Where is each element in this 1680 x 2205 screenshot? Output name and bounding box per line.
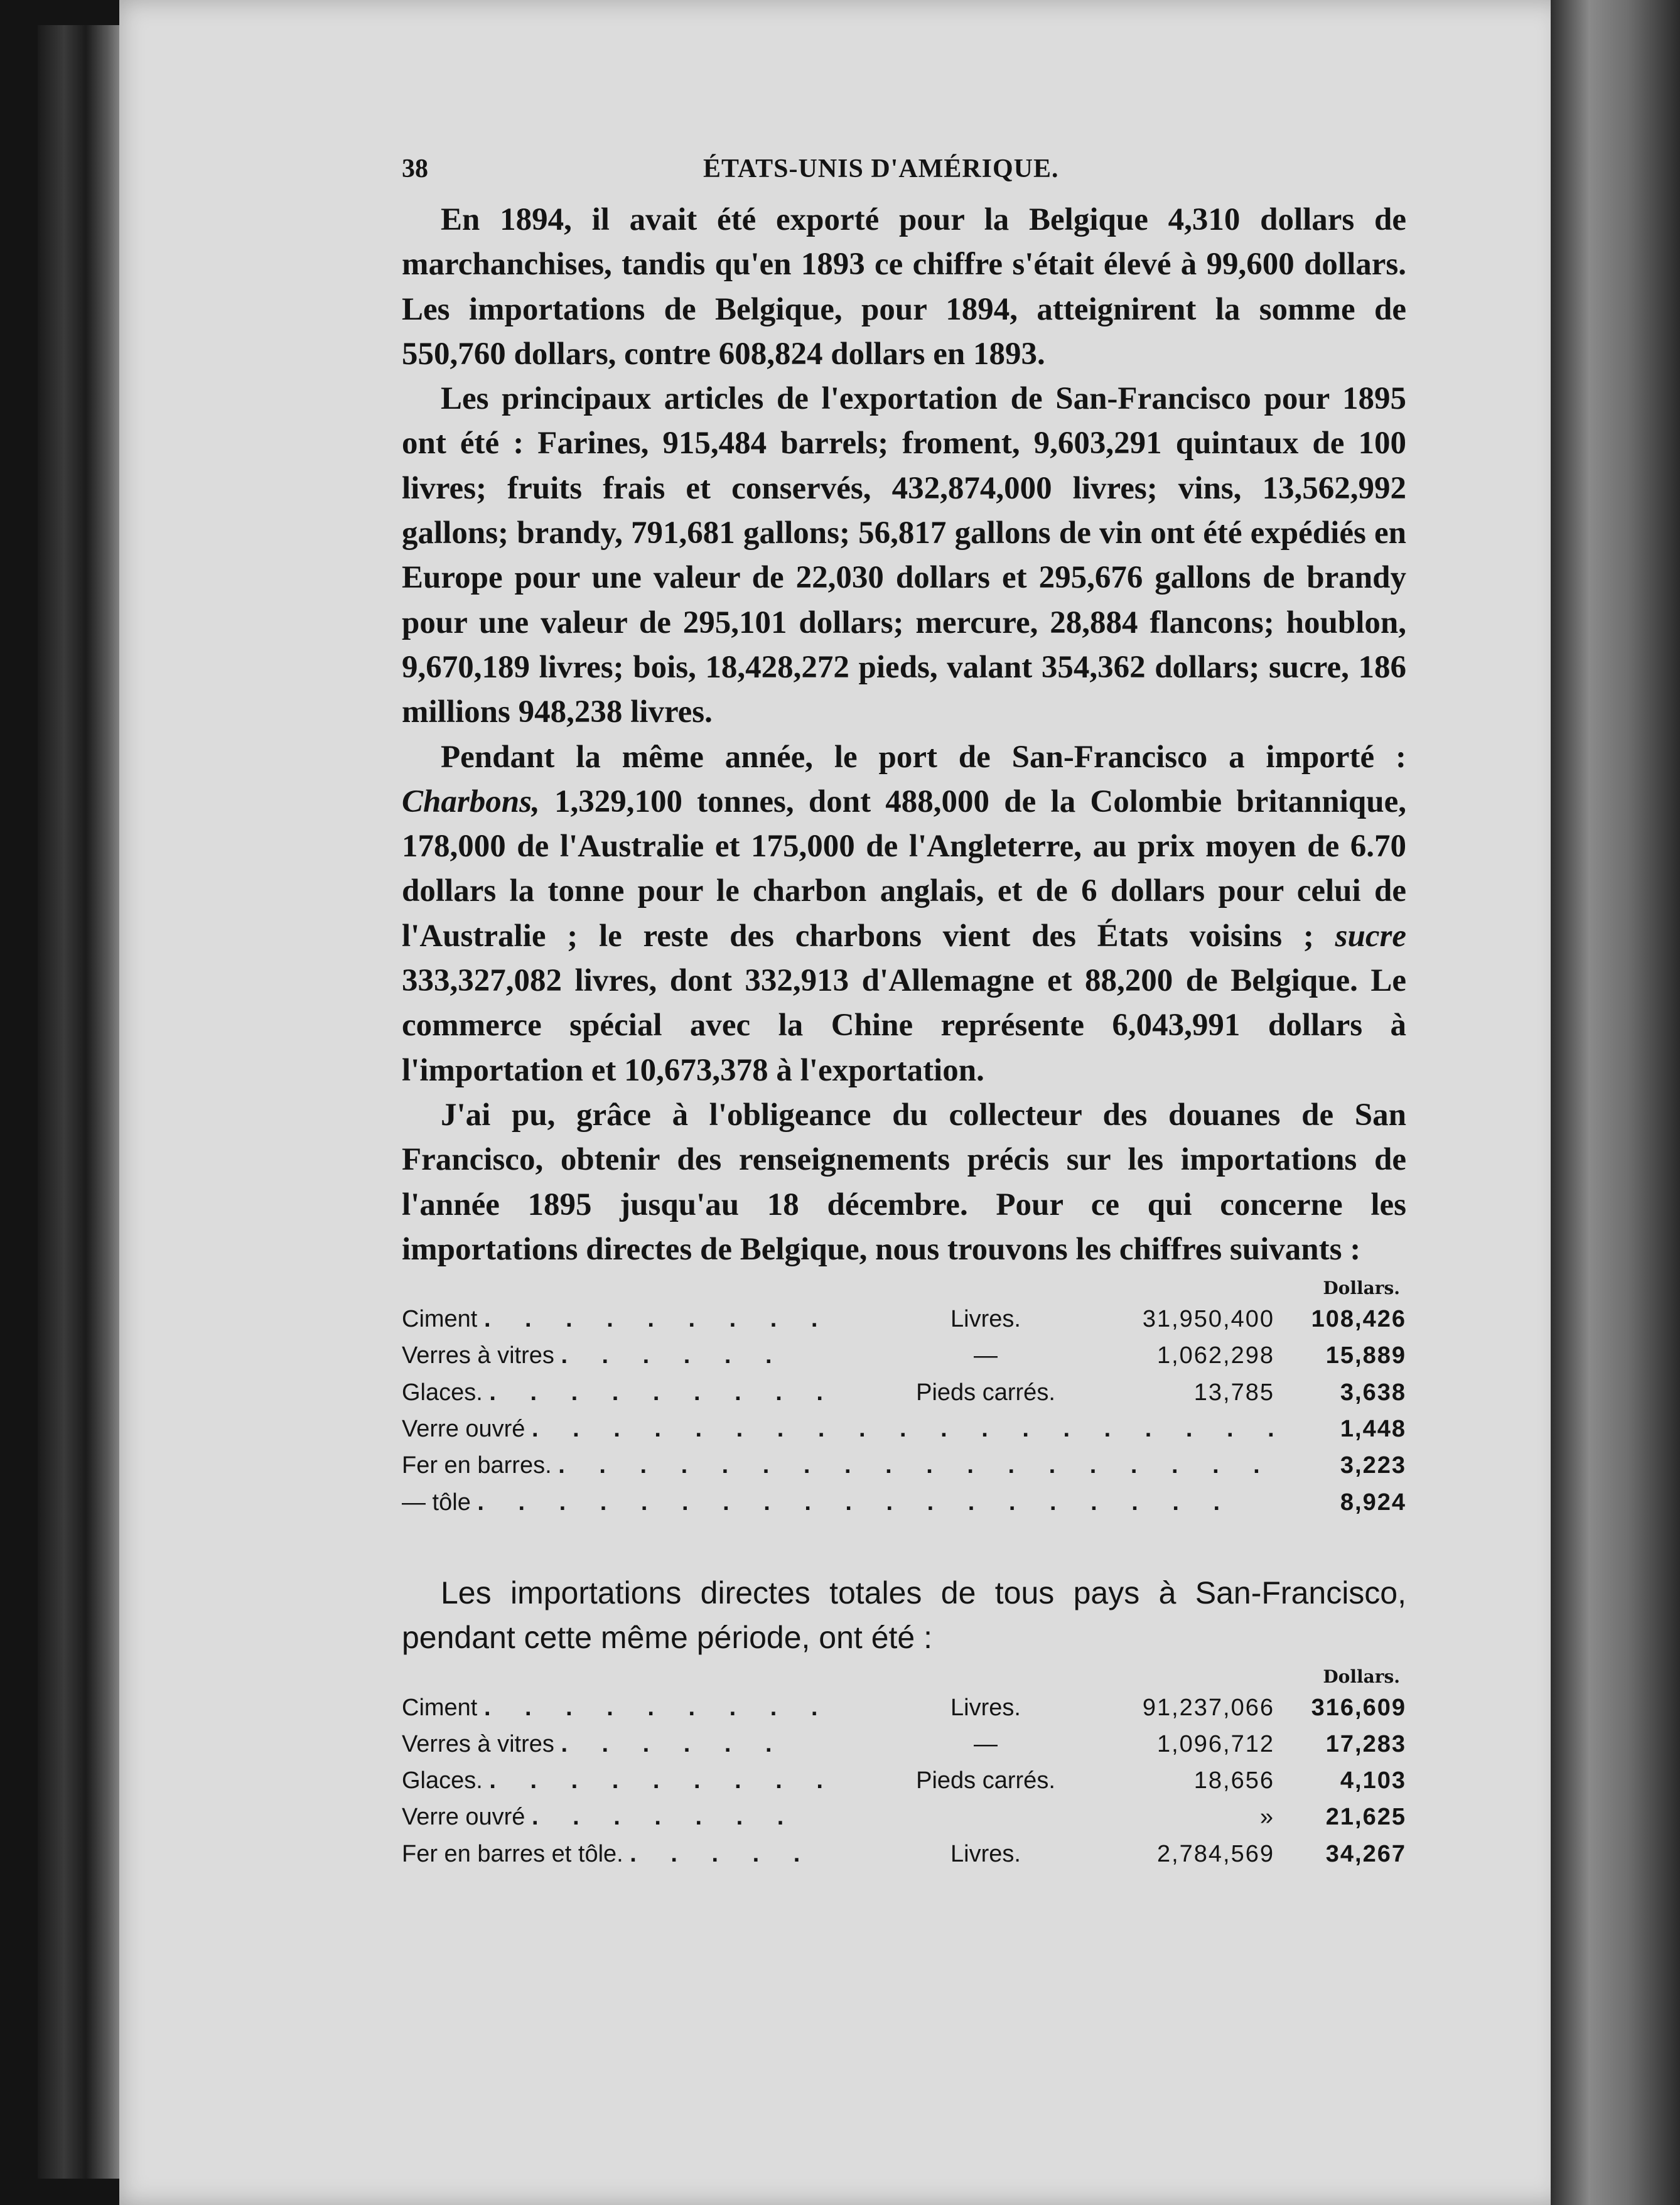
row-unit: Pieds carrés. <box>916 1379 1055 1406</box>
row-value-dollars: 21,625 <box>1325 1804 1406 1831</box>
row-label-text: Verre ouvré <box>402 1804 525 1831</box>
book-gutter <box>38 25 126 2179</box>
row-label-text: Glaces. <box>402 1767 483 1794</box>
page-edge <box>1551 0 1680 2205</box>
paragraph-3-text-b: 1,329,100 tonnes, dont 488,000 de la Colombie britannique, 178,000 de l'Australie et 175,000 de l'Angleterre, au prix moyen de 6.70 dollars la tonne pour le charbon anglais, et de 6 dollars pour celui de l'Australie ; le reste des charbons vient des États voisins ; <box>402 784 1406 954</box>
row-label-text: Ciment <box>402 1694 478 1721</box>
row-quantity: 91,237,066 <box>1142 1694 1274 1721</box>
paragraph-3-italic-sucre: sucre <box>1335 918 1406 954</box>
table-row <box>402 1690 1406 1726</box>
table-row <box>402 1447 1406 1484</box>
row-value-dollars: 108,426 <box>1311 1306 1406 1333</box>
leader-dots: . . . . . . . . . <box>483 1694 832 1721</box>
row-value-dollars: 34,267 <box>1325 1840 1406 1867</box>
row-value-dollars: 3,223 <box>1340 1452 1406 1479</box>
table-row <box>402 1484 1406 1521</box>
table-row <box>402 1799 1406 1835</box>
paragraph-3-text-c: 333,327,082 livres, dont 332,913 d'Allemagne et 88,200 de Belgique. Le commerce spécial avec la Chine représente 6,043,991 dollars à l'importation et 10,673,378 à l'exportation. <box>402 963 1406 1088</box>
row-label-text: Verres à vitres <box>402 1730 554 1757</box>
row-quantity: » <box>1259 1804 1274 1831</box>
row-label <box>402 1447 1274 1484</box>
leader-dots: . . . . . . <box>561 1730 786 1757</box>
row-label <box>402 1690 885 1726</box>
row-value-dollars: 8,924 <box>1340 1489 1406 1516</box>
row-quantity: 13,785 <box>1193 1379 1274 1406</box>
leader-dots: . . . . . . <box>561 1342 786 1369</box>
row-label-text: Verres à vitres <box>402 1342 554 1369</box>
page-number: 38 <box>402 154 428 183</box>
leader-dots: . . . . . . . . . <box>489 1379 837 1406</box>
section-gap <box>402 1521 1406 1571</box>
row-label <box>402 1301 885 1337</box>
row-unit: Livres. <box>950 1694 1021 1721</box>
row-label <box>402 1411 1288 1447</box>
paragraph-1: En 1894, il avait été exporté pour la Belgique 4,310 dollars de marchanchises, tandis qu'en 1893 ce chiffre s'était élevé à 99,600 dollars. Les importations de Belgique, pour 1894, atteignirent la somme de 550,760 dollars, contre 608,824 dollars en 1893. <box>402 202 1406 372</box>
table-row <box>402 1337 1406 1374</box>
leader-dots: . . . . . . . . . . . . . . . . . . . <box>532 1416 1288 1443</box>
table-row <box>402 1762 1406 1799</box>
row-unit: Livres. <box>950 1840 1021 1867</box>
row-label <box>402 1836 885 1872</box>
row-label-text: Fer en barres et tôle. <box>402 1840 623 1867</box>
leader-dots: . . . . . . . <box>532 1804 798 1831</box>
row-quantity: 1,062,298 <box>1156 1342 1274 1369</box>
row-quantity: 18,656 <box>1193 1767 1274 1794</box>
row-unit: Livres. <box>950 1306 1021 1333</box>
table-row <box>402 1374 1406 1411</box>
row-value-dollars: 17,283 <box>1325 1730 1406 1757</box>
paragraph-5: Les importations directes totales de tous pays à San-Francisco, pendant cette même période, ont été : <box>402 1575 1406 1656</box>
row-value-dollars: 1,448 <box>1340 1416 1406 1443</box>
row-value-dollars: 4,103 <box>1340 1767 1406 1794</box>
paragraph-2: Les principaux articles de l'exportation de San-Francisco pour 1895 ont été : Farines, 915,484 barrels; froment, 9,603,291 quintaux de 100 livres; fruits frais et conservés, 432,874,000 livres; vins, 13,562,992 gallons; brandy, 791,681 gallons; 56,817 gallons de vin ont été expédiés en Europe pour une valeur de 22,030 dollars et 295,676 gallons de brandy pour une valeur de 295,101 dollars; mercure, 28,884 flancons; houblon, 9,670,189 livres; bois, 18,428,272 pieds, valant 354,362 dollars; sucre, 186 millions 948,238 livres. <box>402 381 1406 730</box>
row-value-dollars: 3,638 <box>1340 1379 1406 1406</box>
page-content <box>402 141 1406 1872</box>
row-unit: — <box>974 1730 998 1757</box>
table2-header-dollars: Dollars. <box>1323 1666 1400 1687</box>
leader-dots: . . . . . . . . . . . . . . . . . . <box>558 1452 1274 1479</box>
row-value-dollars: 15,889 <box>1325 1342 1406 1369</box>
leader-dots: . . . . . <box>630 1840 814 1867</box>
running-head <box>402 141 1406 198</box>
row-label <box>402 1726 885 1762</box>
paragraph-3 <box>402 735 1406 1093</box>
leader-dots: . . . . . . . . . . . . . . . . . . . <box>477 1489 1234 1516</box>
table-belgium-imports <box>402 1301 1406 1521</box>
table-row <box>402 1836 1406 1872</box>
table-row <box>402 1726 1406 1762</box>
row-label-text: Ciment <box>402 1306 478 1333</box>
row-label <box>402 1484 1234 1521</box>
paragraph-3-text-a: Pendant la même année, le port de San-Francisco a importé : <box>441 739 1406 775</box>
row-label <box>402 1374 885 1411</box>
table1-header-dollars: Dollars. <box>1323 1278 1400 1299</box>
leader-dots: . . . . . . . . . <box>489 1767 837 1794</box>
row-label <box>402 1799 885 1835</box>
row-quantity: 2,784,569 <box>1156 1840 1274 1867</box>
row-label-text: — tôle <box>402 1489 471 1516</box>
row-label-text: Fer en barres. <box>402 1452 552 1479</box>
running-title: ÉTATS-UNIS D'AMÉRIQUE. <box>703 154 1059 183</box>
leader-dots: . . . . . . . . . <box>483 1306 832 1333</box>
row-label-text: Glaces. <box>402 1379 483 1406</box>
row-unit: — <box>974 1342 998 1369</box>
paragraph-3-italic-charbons: Charbons, <box>402 784 540 819</box>
row-unit: Pieds carrés. <box>916 1767 1055 1794</box>
row-quantity: 1,096,712 <box>1156 1730 1274 1757</box>
row-label <box>402 1762 885 1799</box>
table-row <box>402 1411 1406 1447</box>
row-quantity: 31,950,400 <box>1142 1306 1274 1333</box>
table-row <box>402 1301 1406 1337</box>
row-label <box>402 1337 885 1374</box>
row-value-dollars: 316,609 <box>1311 1694 1406 1721</box>
paragraph-4: J'ai pu, grâce à l'obligeance du collecteur des douanes de San Francisco, obtenir des renseignements précis sur les importations de l'année 1895 jusqu'au 18 décembre. Pour ce qui concerne les importations directes de Belgique, nous trouvons les chiffres suivants : <box>402 1097 1406 1267</box>
table-total-imports <box>402 1690 1406 1872</box>
row-label-text: Verre ouvré <box>402 1416 525 1443</box>
